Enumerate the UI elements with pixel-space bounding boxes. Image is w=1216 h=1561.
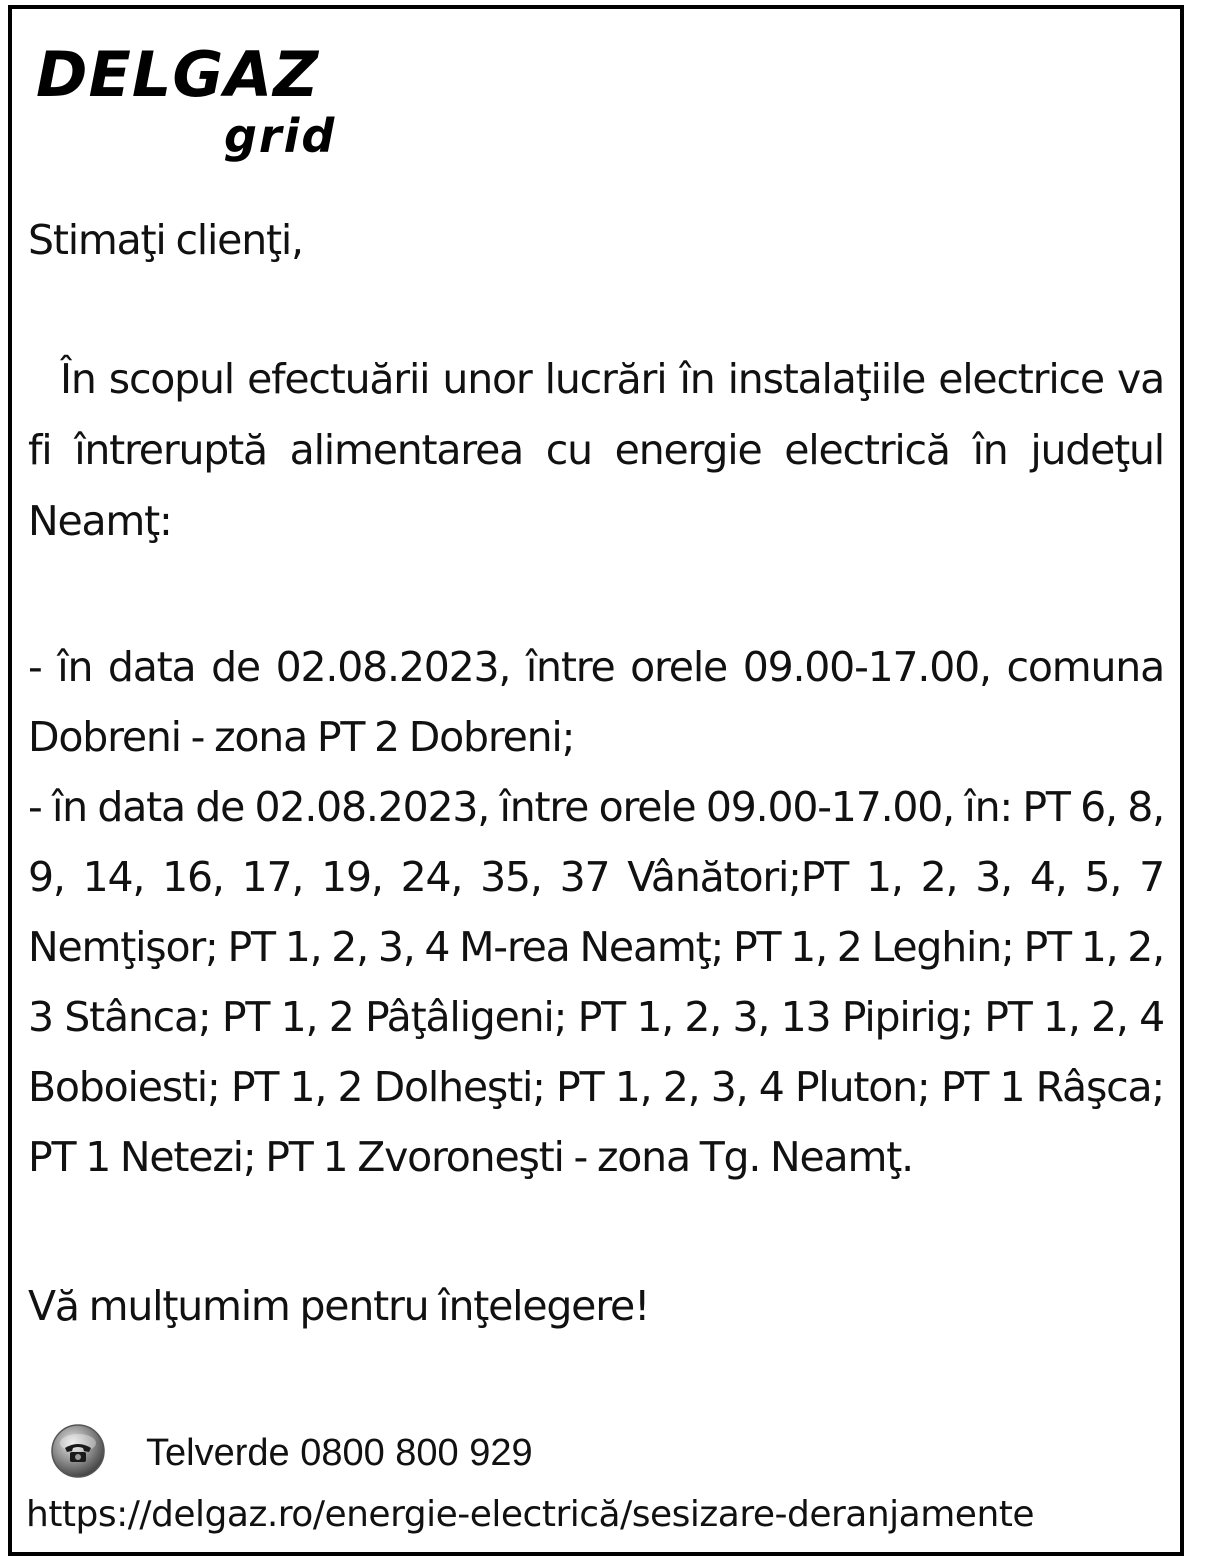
phone-contact <box>50 1420 750 1480</box>
outage-list <box>28 632 1164 1192</box>
logo-wordmark: DELGAZ <box>36 38 320 111</box>
phone-number: Telverde 0800 800 929 <box>146 1432 533 1474</box>
telephone-icon <box>50 1423 106 1479</box>
delgaz-grid-logo <box>36 38 356 163</box>
logo-subtitle: grid <box>224 109 337 163</box>
closing-line: Vă mulţumim pentru înţelegere! <box>28 1282 650 1330</box>
greeting: Stimaţi clienţi, <box>28 216 303 264</box>
intro-paragraph: În scopul efectuării unor lucrări în instalaţiile electrice va fi întreruptă alimentarea cu energie electrică în judeţul Neamţ: <box>28 355 1164 545</box>
outage-item-dobreni: - în data de 02.08.2023, între orele 09.00-17.00, comuna Dobreni - zona PT 2 Dobreni; <box>28 643 1164 761</box>
report-url-link[interactable]: https://delgaz.ro/energie-electrică/sesizare-deranjamente <box>26 1494 1035 1535</box>
outage-item-tg-neamt: - în data de 02.08.2023, între orele 09.00-17.00, în: PT 6, 8, 9, 14, 16, 17, 19, 24, 35, 37 Vânători;PT 1, 2, 3, 4, 5, 7 Nemţişor; PT 1, 2, 3, 4 M-rea Neamţ; PT 1, 2 Leghin; PT 1, 2, 3 Stânca; PT 1, 2 Pâţâligeni; PT 1, 2, 3, 13 Pipirig; PT 1, 2, 4 Boboiesti; PT 1, 2 Dolheşti; PT 1, 2, 3, 4 Pluton; PT 1 Râşca; PT 1 Netezi; PT 1 Zvoroneşti - zona Tg. Neamţ. <box>28 783 1164 1181</box>
